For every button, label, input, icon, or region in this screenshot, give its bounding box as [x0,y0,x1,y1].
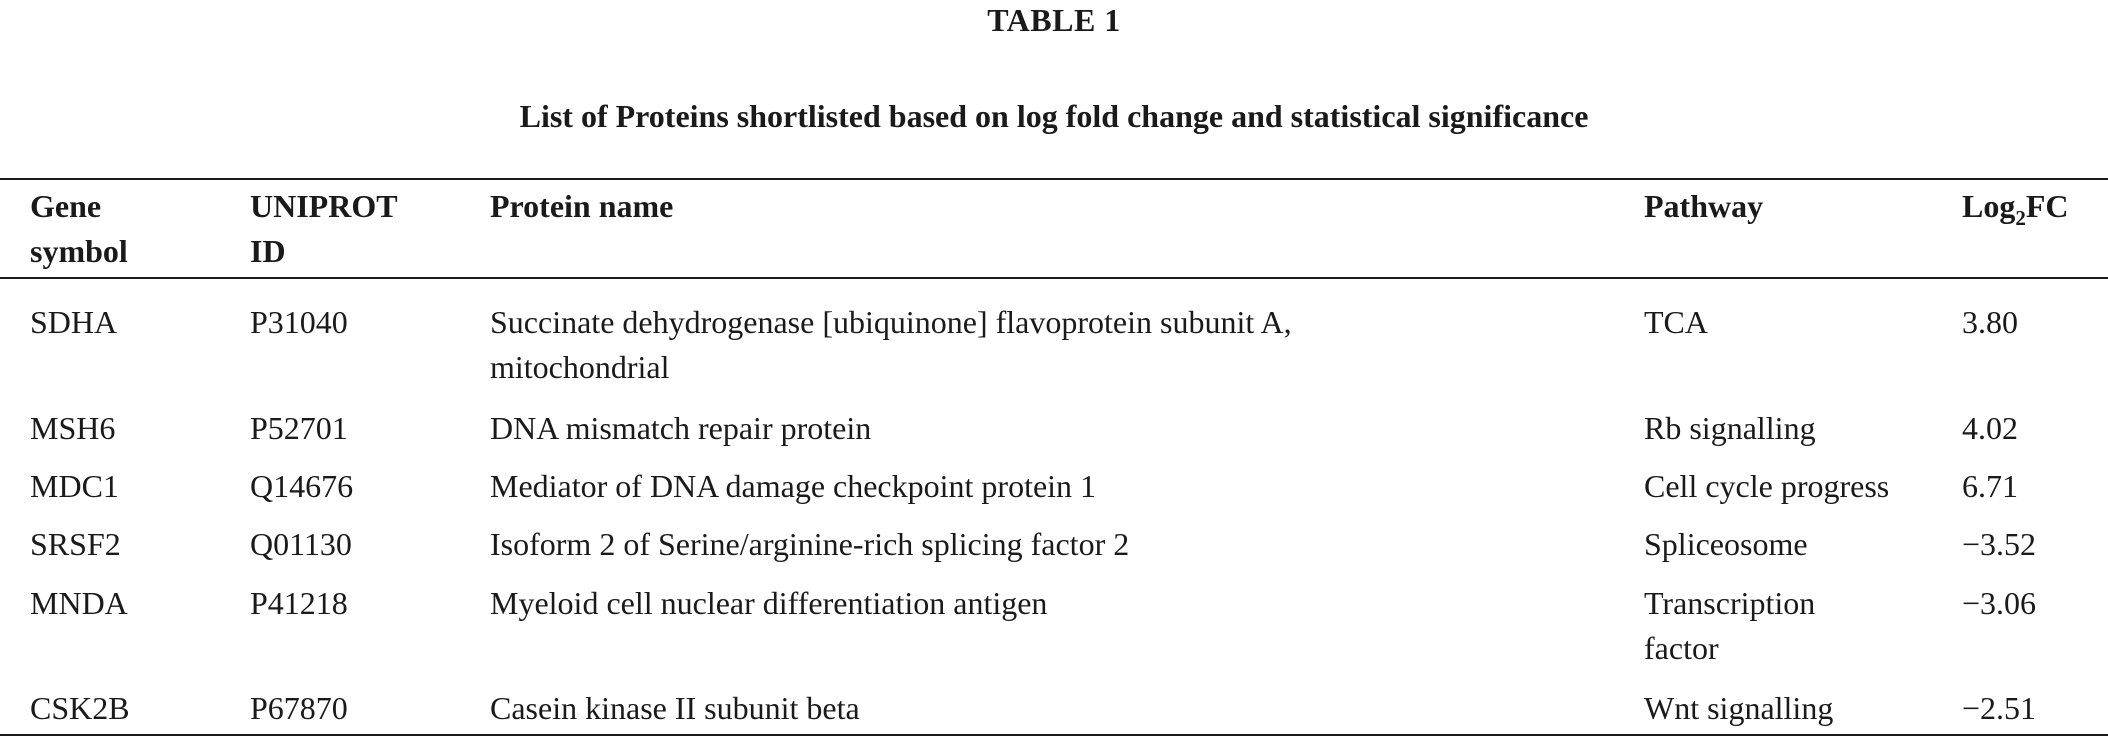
cell-log2fc: 3.80 [1962,304,2018,340]
cell-pathway: Rb signalling [1644,410,1816,446]
cell-gene: SRSF2 [30,526,121,562]
table-top-rule [0,178,2108,180]
cell-pathway: Wnt signalling [1644,690,1834,726]
header-pathway: Pathway [1644,188,1764,224]
cell-log2fc: −3.06 [1962,585,2037,621]
cell-uniprot: P52701 [250,410,348,446]
cell-protein: Casein kinase II subunit beta [490,690,860,726]
table-caption: List of Proteins shortlisted based on log fold change and statistical significance [519,98,1589,134]
cell-gene: MNDA [30,585,128,621]
cell-uniprot: P41218 [250,585,348,621]
header-rule [0,277,2108,279]
cell-log2fc: 4.02 [1962,410,2018,446]
cell-gene: CSK2B [30,690,130,726]
cell-uniprot: Q01130 [250,526,352,562]
cell-gene: MSH6 [30,410,116,446]
cell-protein: Mediator of DNA damage checkpoint protein 1 [490,468,1097,504]
cell-uniprot: P67870 [250,690,348,726]
cell-pathway: TCA [1644,304,1708,340]
cell-log2fc: −2.51 [1962,690,2037,726]
table-bottom-rule [0,734,2108,736]
cell-pathway: Spliceosome [1644,526,1808,562]
cell-gene: SDHA [30,304,118,340]
cell-protein: Succinate dehydrogenase [ubiquinone] flavoprotein subunit A, mitochondrial [490,304,1292,385]
header-protein-name: Protein name [490,188,674,224]
cell-uniprot: P31040 [250,304,348,340]
cell-log2fc: 6.71 [1962,468,2018,504]
cell-log2fc: −3.52 [1962,526,2037,562]
table-label: TABLE 1 [987,2,1121,38]
cell-protein: Myeloid cell nuclear differentiation antigen [490,585,1048,621]
cell-pathway: Transcription factor [1644,585,1816,666]
header-log2fc: Log$_2$FC [1962,188,2069,230]
cell-protein: Isoform 2 of Serine/arginine-rich splicing factor 2 [490,526,1130,562]
cell-protein: DNA mismatch repair protein [490,410,872,446]
cell-gene: MDC1 [30,468,119,504]
header-gene-symbol: Gene symbol [30,188,128,269]
cell-uniprot: Q14676 [250,468,354,504]
header-uniprot-id: UNIPROT ID [250,188,398,269]
cell-pathway: Cell cycle progress [1644,468,1890,504]
